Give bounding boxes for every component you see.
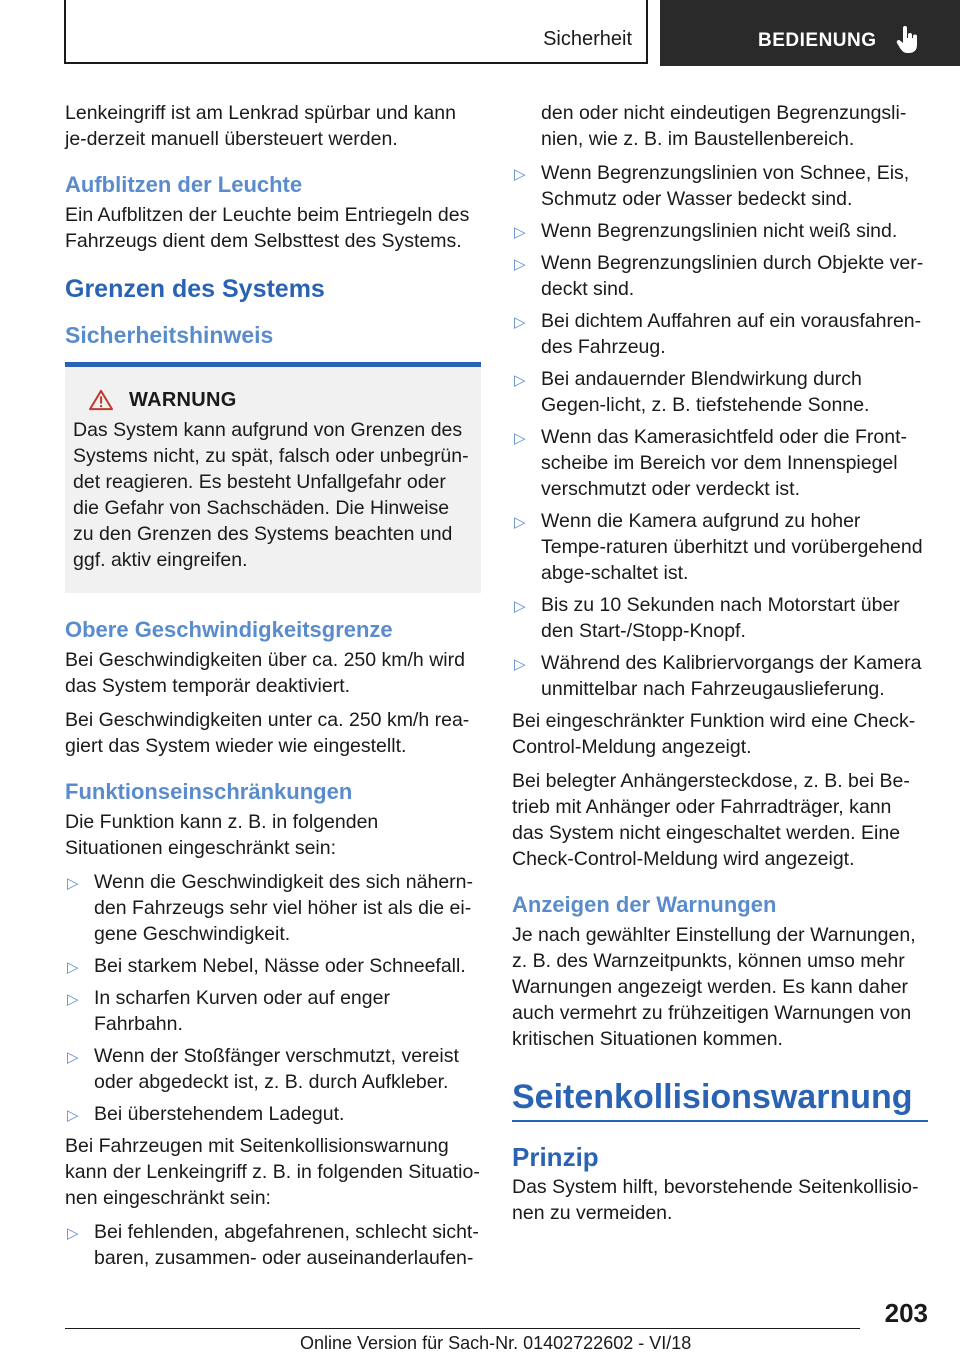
list-seitenkollision — [65, 1219, 481, 1271]
heading-grenzen: Grenzen des Systems — [65, 275, 325, 303]
list-item: ▷ Wenn das Kamerasichtfeld oder die Front-scheibe im Bereich vor dem Innenspiegel verschmutzt oder verdeckt ist. — [514, 426, 907, 500]
triangle-bullet-icon: ▷ — [67, 1049, 79, 1066]
footer-text: Online Version für Sach-Nr. 01402722602 - VI/18 — [300, 1333, 692, 1353]
page-number: 203 — [884, 1298, 928, 1328]
list-item: ▷ Wenn Begrenzungslinien durch Objekte ver-deckt sind. — [514, 252, 924, 300]
section-title: Sicherheit — [543, 28, 632, 50]
triangle-bullet-icon: ▷ — [514, 256, 526, 273]
triangle-bullet-icon: ▷ — [514, 598, 526, 615]
page-header — [0, 0, 960, 66]
list-item: ▷ Wenn Begrenzungslinien nicht weiß sind. — [512, 218, 928, 244]
right-column — [512, 100, 928, 1234]
left-column — [65, 100, 481, 1277]
paragraph-check-control: Bei eingeschränkter Funktion wird eine Check-Control-Meldung angezeigt. — [512, 710, 916, 758]
triangle-bullet-icon: ▷ — [514, 166, 526, 183]
warning-title: WARNUNG — [129, 389, 237, 411]
warning-header — [73, 387, 471, 413]
triangle-bullet-icon: ▷ — [67, 991, 79, 1008]
triangle-bullet-icon: ▷ — [514, 372, 526, 389]
list-item: ▷ Bis zu 10 Sekunden nach Motorstart über den Start-/Stopp-Knopf. — [514, 594, 900, 642]
paragraph-funktion: Die Funktion kann z. B. in folgenden Situationen eingeschränkt sein: — [65, 811, 379, 859]
section-tab — [64, 0, 648, 64]
list-item: ▷ Bei fehlenden, abgefahrenen, schlecht sicht-baren, zusammen- oder auseinanderlaufen- — [67, 1221, 479, 1269]
paragraph-aufblitzen: Ein Aufblitzen der Leuchte beim Entriegeln des Fahrzeugs dient dem Selbsttest des Systems. — [65, 204, 470, 252]
section-rule — [512, 1120, 928, 1122]
paragraph-prinzip: Das System hilft, bevorstehende Seitenkollisio-nen zu vermeiden. — [512, 1176, 919, 1224]
footer-rule — [65, 1328, 860, 1329]
heading-sicherheitshinweis: Sicherheitshinweis — [65, 322, 274, 348]
chapter-tab — [660, 0, 960, 66]
chapter-title: BEDIENUNG — [758, 30, 877, 51]
warning-box — [65, 367, 481, 593]
heading-funktion: Funktionseinschränkungen — [65, 779, 353, 804]
list-item: ▷ Wenn die Kamera aufgrund zu hoher Tempe-raturen überhitzt und vorübergehend abge-schaltet ist. — [514, 510, 923, 584]
list-funktion — [65, 869, 481, 1127]
heading-aufblitzen: Aufblitzen der Leuchte — [65, 172, 303, 197]
list-item: ▷ Bei überstehendem Ladegut. — [65, 1101, 481, 1127]
warning-text: Das System kann aufgrund von Grenzen des Systems nicht, zu spät, falsch oder unbegrün-det reagieren. Es besteht Unfallgefahr oder die Gefahr von Sachschäden. Die Hinweise zu den Grenzen des Systems beachten und ggf. aktiv eingreifen. — [73, 419, 469, 571]
list-item: ▷ Während des Kalibriervorgangs der Kamera unmittelbar nach Fahrzeugauslieferung. — [514, 652, 922, 700]
list-item: ▷ Bei dichtem Auffahren auf ein vorausfahren-des Fahrzeug. — [514, 310, 922, 358]
triangle-bullet-icon: ▷ — [514, 514, 526, 531]
list-item: ▷ Wenn Begrenzungslinien von Schnee, Eis, Schmutz oder Wasser bedeckt sind. — [514, 162, 910, 210]
triangle-bullet-icon: ▷ — [67, 1225, 79, 1242]
heading-seitenkollisionswarnung: Seitenkollisionswarnung — [512, 1078, 913, 1116]
triangle-bullet-icon: ▷ — [514, 224, 526, 241]
triangle-bullet-icon: ▷ — [67, 1107, 79, 1124]
list-item: ▷ Wenn der Stoßfänger verschmutzt, vereist oder abgedeckt ist, z. B. durch Aufkleber. — [67, 1045, 459, 1093]
list-continued — [512, 100, 928, 702]
paragraph-anzeigen: Je nach gewählter Einstellung der Warnungen, z. B. des Warnzeitpunkts, können umso mehr Warnungen angezeigt werden. Es kann daher auch vermehrt zu frühzeitigen Warnungen von kritischen Situationen kommen. — [512, 924, 916, 1050]
triangle-bullet-icon: ▷ — [514, 314, 526, 331]
list-item: ▷ Bei andauernder Blendwirkung durch Gegen-licht, z. B. tiefstehende Sonne. — [514, 368, 870, 416]
intro-paragraph: Lenkeingriff ist am Lenkrad spürbar und kann je-derzeit manuell übersteuert werden. — [65, 102, 456, 150]
triangle-bullet-icon: ▷ — [67, 959, 79, 976]
paragraph-obere-1: Bei Geschwindigkeiten über ca. 250 km/h wird das System temporär deaktiviert. — [65, 649, 465, 697]
list-item: ▷ Wenn die Geschwindigkeit des sich nähern-den Fahrzeugs sehr viel höher ist als die ei-gene Geschwindigkeit. — [67, 871, 474, 945]
triangle-bullet-icon: ▷ — [67, 875, 79, 892]
warning-triangle-icon — [87, 389, 115, 411]
heading-prinzip: Prinzip — [512, 1142, 599, 1172]
heading-obere: Obere Geschwindigkeitsgrenze — [65, 617, 393, 642]
paragraph-anhaenger: Bei belegter Anhängersteckdose, z. B. bei Be-trieb mit Anhänger oder Fahrradträger, kann das System nicht eingeschaltet werden. Eine Check-Control-Meldung wird angezeigt. — [512, 770, 910, 870]
heading-anzeigen: Anzeigen der Warnungen — [512, 892, 777, 917]
triangle-bullet-icon: ▷ — [514, 430, 526, 447]
paragraph-seitenkollision: Bei Fahrzeugen mit Seitenkollisionswarnung kann der Lenkeingriff z. B. in folgenden Situatio-nen eingeschränkt sein: — [65, 1135, 480, 1209]
triangle-bullet-icon: ▷ — [514, 656, 526, 673]
hand-pointer-icon — [896, 26, 920, 54]
list-item-continued: den oder nicht eindeutigen Begrenzungsli-nien, wie z. B. im Baustellenbereich. — [541, 102, 907, 150]
list-item: ▷ Bei starkem Nebel, Nässe oder Schneefall. — [65, 953, 481, 979]
paragraph-obere-2: Bei Geschwindigkeiten unter ca. 250 km/h rea-giert das System wieder wie eingestellt. — [65, 709, 470, 757]
list-item: ▷ In scharfen Kurven oder auf enger Fahrbahn. — [67, 987, 390, 1035]
